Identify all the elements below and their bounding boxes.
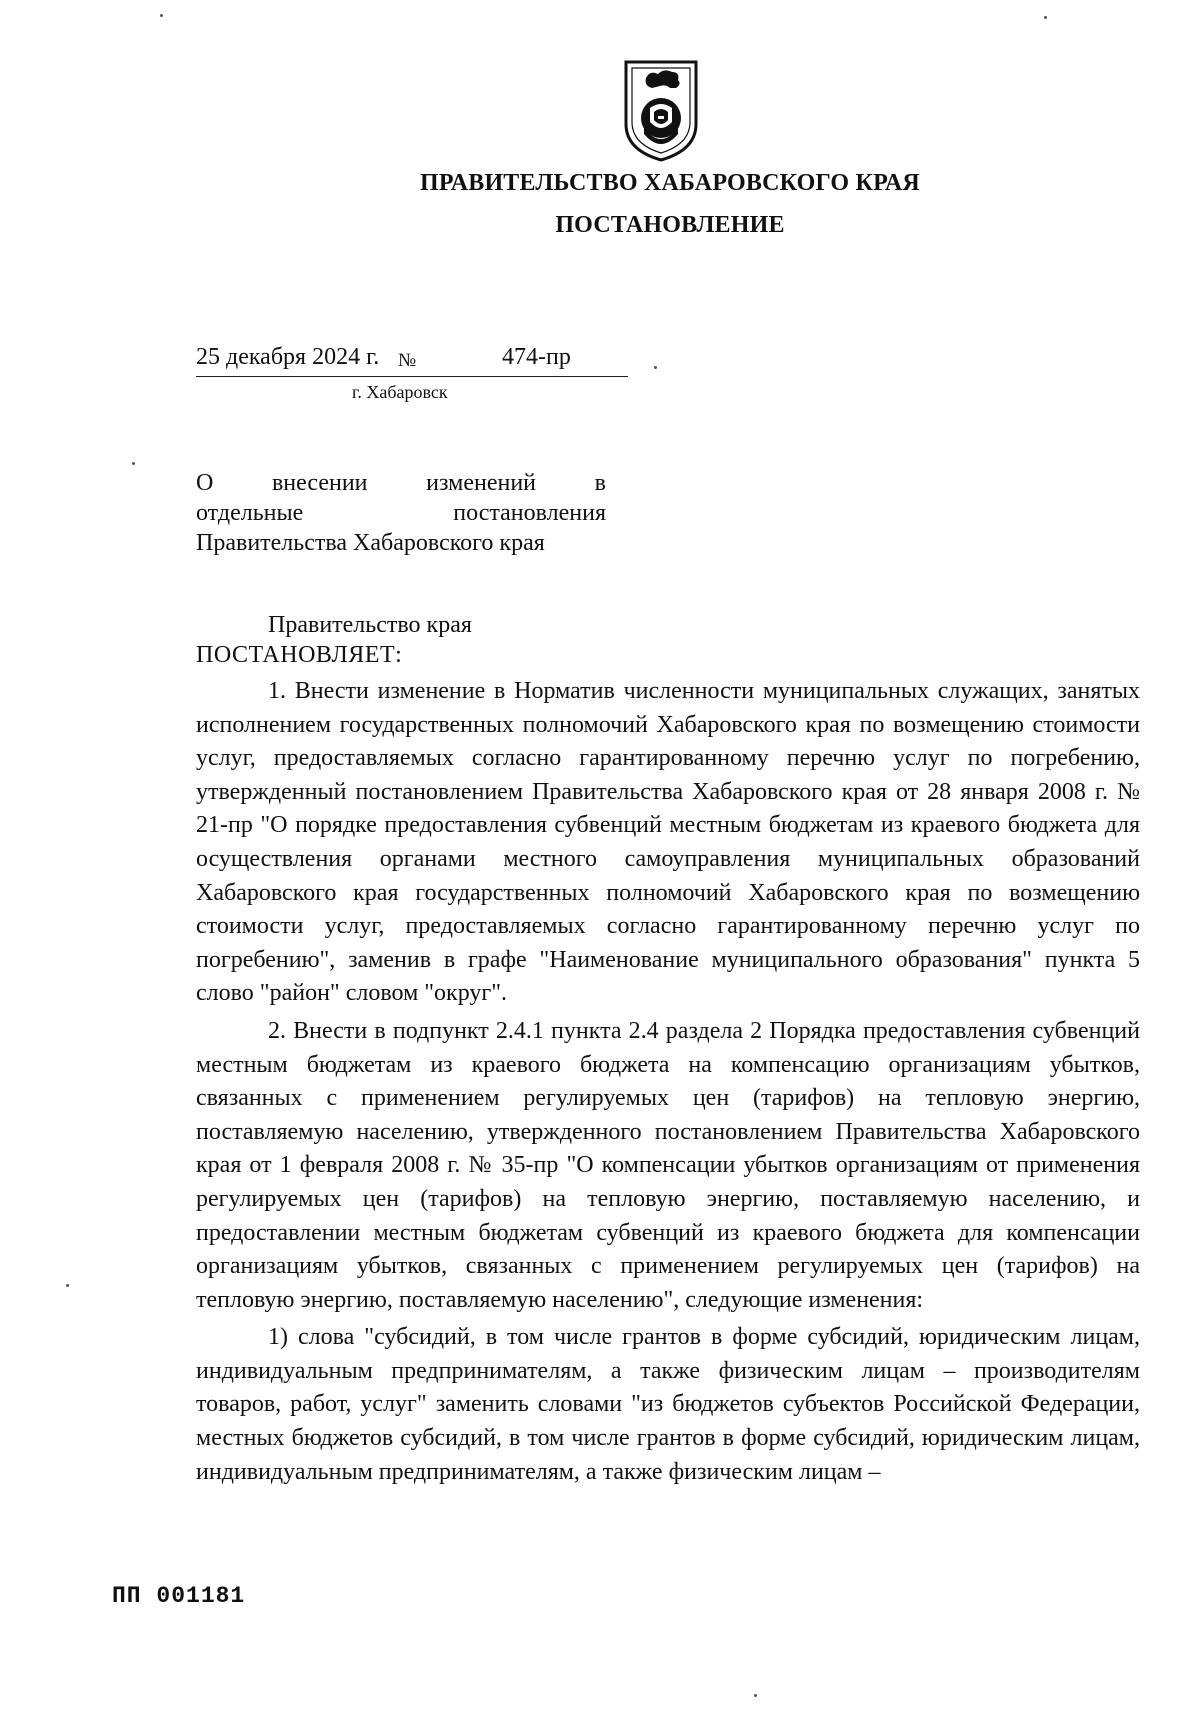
scan-speck (160, 14, 163, 17)
document-type-title: ПОСТАНОВЛЕНИЕ (555, 212, 785, 238)
document-number: 474-пр (502, 344, 571, 370)
coat-of-arms-icon (620, 58, 702, 164)
subject-line-1: О внесении изменений в (196, 470, 606, 496)
document-date: 25 декабря 2024 г. (196, 344, 380, 370)
number-sign: № (398, 350, 417, 371)
preamble-authority: Правительство края (268, 612, 472, 638)
paragraph-1: 1. Внести изменение в Норматив численности муниципальных служащих, занятых исполнением государственных полномочий Хабаровского края по возмещению стоимости услуг, предоставляемых согласно гарантированному перечню услуг по погребению, утвержденный постановлением Правительства Хабаровского края от 28 января 2008 г. № 21-пр "О порядке предоставления субвенций местным бюджетам из краевого бюджета для осуществления органами местного самоуправления муниципальных образований Хабаровского края государственных полномочий Хабаровского края по возмещению стоимости услуг, предоставляемых согласно гарантированному перечню услуг по погребению", заменив в графе "Наименование муниципального образования" пункта 5 слово "район" словом "округ". (196, 678, 1140, 1007)
document-city: г. Хабаровск (352, 382, 448, 402)
preamble-resolves: ПОСТАНОВЛЯЕТ: (196, 642, 403, 668)
subject-line-3: Правительства Хабаровского края (196, 530, 545, 556)
document-body (196, 675, 1140, 1493)
paragraph-2: 2. Внести в подпункт 2.4.1 пункта 2.4 раздела 2 Порядка предоставления субвенций местным бюджетам из краевого бюджета на компенсацию организациям убытков, связанных с применением регулируемых цен (тарифов) на тепловую энергию, поставляемую населению, утвержденного постановлением Правительства Хабаровского края от 1 февраля 2008 г. № 35-пр "О компенсации убытков организациям от применения регулируемых цен (тарифов) на тепловую энергию, поставляемую населению, и предоставлении местным бюджетам субвенций из краевого бюджета для компенсации организациям убытков, связанных с применением регулируемых цен (тарифов) на тепловую энергию, поставляемую населению", следующие изменения: (196, 1017, 1140, 1313)
scan-speck (132, 462, 135, 465)
document-subject (196, 468, 606, 558)
scan-speck (1044, 16, 1047, 19)
subject-line-2: отдельные постановления (196, 500, 606, 526)
scan-speck (66, 1284, 69, 1287)
scan-speck (754, 1694, 757, 1697)
scan-speck (654, 366, 657, 369)
registration-line (196, 344, 628, 377)
form-serial-number: ПП 001181 (112, 1583, 246, 1609)
paragraph-2-item-1: 1) слова "субсидий, в том числе грантов в форме субсидий, юридическим лицам, индивидуальным предпринимателям, а также физическим лицам – производителям товаров, работ, услуг" заменить словами "из бюджетов субъектов Российской Федерации, местных бюджетов субсидий, в том числе грантов в форме субсидий, юридическим лицам, индивидуальным предпринимателям, а также физическим лицам – (196, 1324, 1140, 1485)
organization-title: ПРАВИТЕЛЬСТВО ХАБАРОВСКОГО КРАЯ (420, 170, 920, 196)
